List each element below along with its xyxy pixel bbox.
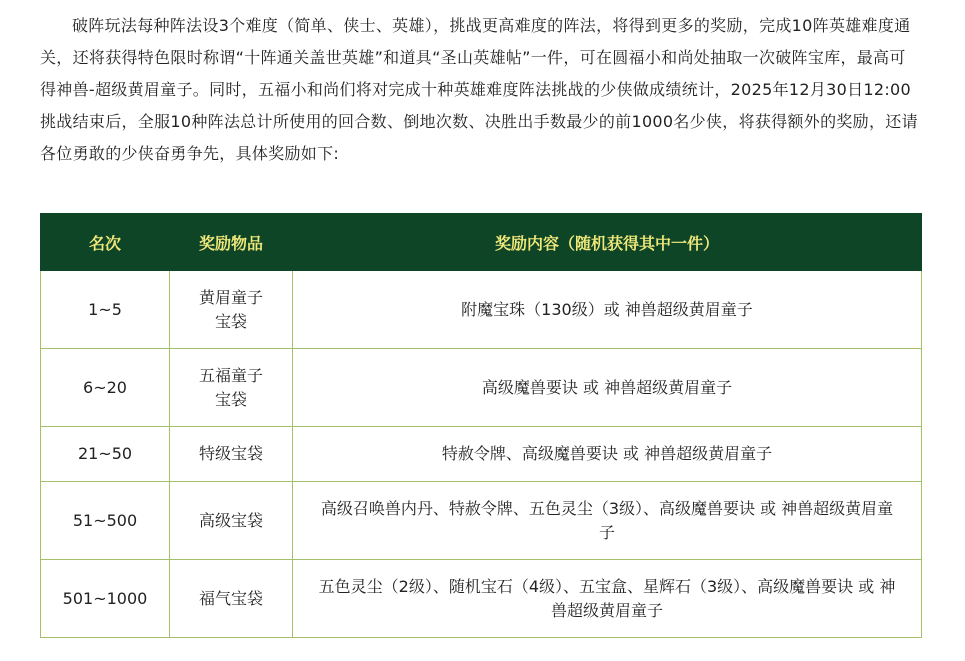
item-line: 宝袋 [214, 389, 247, 409]
item-line: 黄眉童子 [198, 287, 263, 307]
table-row [41, 271, 922, 349]
rank-cell: 501~1000 [41, 560, 170, 638]
table-row [41, 349, 922, 427]
table-row [41, 427, 922, 482]
item-cell [170, 560, 293, 638]
rank-cell: 21~50 [41, 427, 170, 482]
item-line: 特级宝袋 [198, 444, 263, 463]
item-cell [170, 271, 293, 349]
rank-cell: 51~500 [41, 482, 170, 560]
content-cell: 特赦令牌、高级魔兽要诀 或 神兽超级黄眉童子 [293, 427, 922, 482]
header-item: 奖励物品 [170, 214, 293, 271]
item-line: 福气宝袋 [198, 588, 263, 608]
item-line: 高级宝袋 [198, 510, 263, 530]
header-content: 奖励内容（随机获得其中一件） [293, 214, 922, 271]
content-cell: 高级召唤兽内丹、特赦令牌、五色灵尘（3级）、高级魔兽要诀 或 神兽超级黄眉童子 [293, 482, 922, 560]
table-row [41, 560, 922, 638]
rank-cell: 6~20 [41, 349, 170, 427]
intro-paragraph: 破阵玩法每种阵法设3个难度（简单、侠士、英雄），挑战更高难度的阵法，将得到更多的奖励，完成10阵英雄难度通关，还将获得特色限时称谓“十阵通关盖世英雄”和道具“圣山英雄帖”一件，可在圆福小和尚处抽取一次破阵宝库，最高可得神兽-超级黄眉童子。同时，五福小和尚们将对完成十种英雄难度阵法挑战的少侠做成绩统计，2025年12月30日12:00挑战结束后，全服10种阵法总计所使用的回合数、倒地次数、决胜出手数最少的前1000名少侠，将获得额外的奖励，还请各位勇敢的少侠奋勇争先，具体奖励如下: [40, 16, 918, 163]
content-cell: 附魔宝珠（130级）或 神兽超级黄眉童子 [293, 271, 922, 349]
table-header-row [41, 214, 922, 271]
header-rank: 名次 [41, 214, 170, 271]
rewards-table [40, 213, 922, 638]
table-row [41, 482, 922, 560]
item-cell [170, 427, 293, 482]
item-cell [170, 349, 293, 427]
content-cell: 五色灵尘（2级）、随机宝石（4级）、五宝盒、星辉石（3级）、高级魔兽要诀 或 神兽超级黄眉童子 [293, 560, 922, 638]
item-cell [170, 482, 293, 560]
item-line: 五福童子 [198, 365, 263, 385]
rank-cell: 1~5 [41, 271, 170, 349]
item-line: 宝袋 [214, 311, 247, 331]
content-cell: 高级魔兽要诀 或 神兽超级黄眉童子 [293, 349, 922, 427]
